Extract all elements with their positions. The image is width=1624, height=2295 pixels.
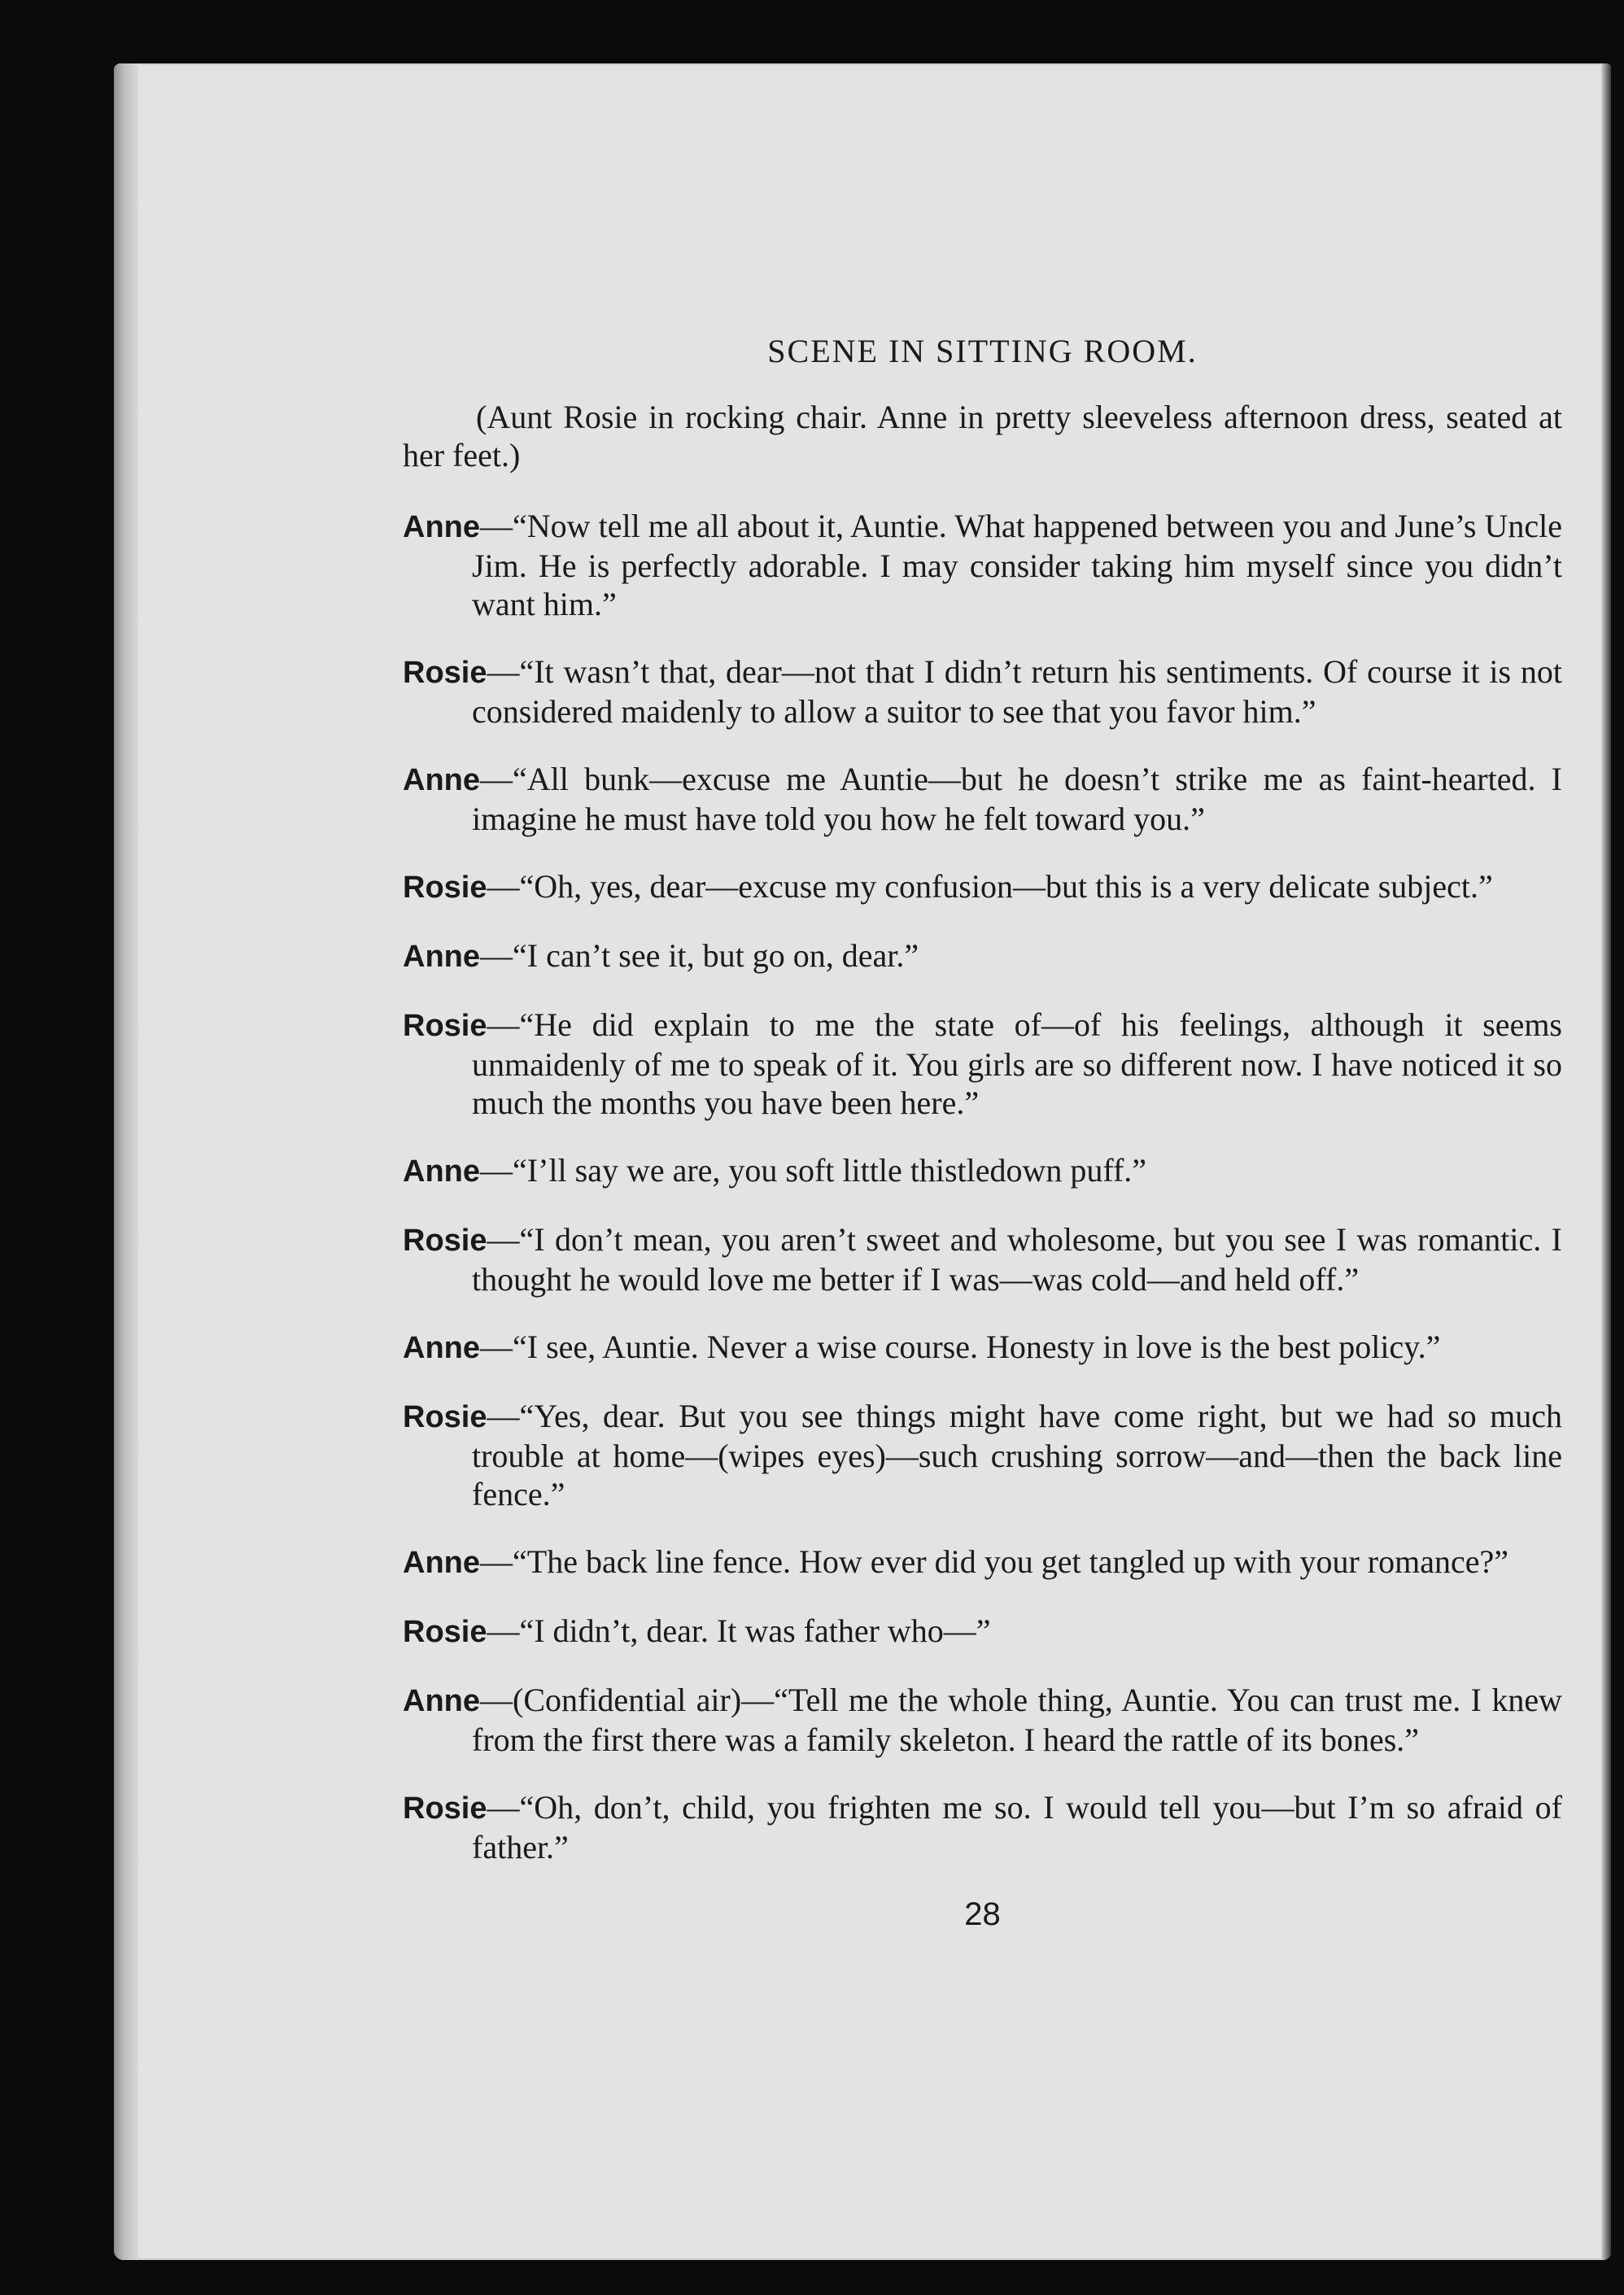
scene-title: SCENE IN SITTING ROOM. — [767, 333, 1198, 369]
page-content — [403, 267, 1562, 1934]
dialogue-text: —“The back line fence. How ever did you get tangled up with your romance?” — [480, 1543, 1508, 1580]
dialogue-line — [403, 507, 1562, 623]
dialogue-text: —“Oh, yes, dear—excuse my confusion—but this is a very delicate subject.” — [487, 868, 1493, 905]
dialogue-text: —“I don’t mean, you aren’t sweet and wholesome, but you see I was romantic. I thought he would love me better if I was—was cold—and held off.” — [472, 1221, 1562, 1298]
dialogue-text: —“I see, Auntie. Never a wise course. Honesty in love is the best policy.” — [480, 1329, 1441, 1365]
dialogue-line — [403, 1006, 1562, 1122]
speaker-name: Rosie — [403, 1615, 487, 1649]
dialogue-text: —“He did explain to me the state of—of his feelings, although it seems unmaidenly of me to speak of it. You girls are so different now. I have noticed it so much the months you have been here.” — [472, 1006, 1562, 1121]
dialogue-line — [403, 1220, 1562, 1298]
dialogue-line — [403, 867, 1562, 907]
speaker-name: Anne — [403, 1331, 480, 1365]
dialogue-text: —“I’ll say we are, you soft little thistledown puff.” — [480, 1152, 1147, 1189]
dialogue-text: —“Yes, dear. But you see things might have come right, but we had so much trouble at home—(wipes eyes)—such crushing sorrow—and—then the back line fence.” — [472, 1398, 1562, 1512]
page-edge — [1601, 63, 1611, 2260]
speaker-name: Anne — [403, 1546, 480, 1580]
dialogue-line — [403, 1151, 1562, 1191]
book-page — [114, 63, 1611, 2260]
speaker-name: Anne — [403, 1154, 480, 1189]
dialogue-line — [403, 1328, 1562, 1368]
speaker-name: Anne — [403, 510, 480, 544]
dialogue-line — [403, 1542, 1562, 1582]
dialogue-text: —“I can’t see it, but go on, dear.” — [480, 937, 919, 974]
speaker-name: Rosie — [403, 1224, 487, 1258]
dialogue-line — [403, 936, 1562, 976]
dialogue-line — [403, 1681, 1562, 1759]
speaker-name: Anne — [403, 1684, 480, 1718]
dialogue-text: —“It wasn’t that, dear—not that I didn’t return his sentiments. Of course it is not considered maidenly to allow a suitor to see that you favor him.” — [472, 653, 1562, 730]
dialogue-line — [403, 760, 1562, 838]
page-number: 28 — [964, 1896, 1001, 1932]
dialogue-text: —“Now tell me all about it, Auntie. What happened between you and June’s Uncle Jim. He is perfectly adorable. I may consider taking him myself since you didn’t want him.” — [472, 508, 1562, 622]
dialogue-text: —“Oh, don’t, child, you frighten me so. I would tell you—but I’m so afraid of father.” — [472, 1789, 1562, 1865]
dialogue-text: —“I didn’t, dear. It was father who—” — [487, 1612, 991, 1649]
speaker-name: Anne — [403, 940, 480, 974]
book-spine — [114, 63, 138, 2260]
speaker-name: Rosie — [403, 1791, 487, 1826]
dialogue-line — [403, 1397, 1562, 1513]
dialogue-line — [403, 652, 1562, 731]
stage-direction: (Aunt Rosie in rocking chair. Anne in pretty sleeveless afternoon dress, seated at her feet.) — [403, 399, 1562, 473]
dialogue-text: —(Confidential air)—“Tell me the whole thing, Auntie. You can trust me. I knew from the first there was a family skeleton. I heard the rattle of its bones.” — [472, 1682, 1562, 1758]
dialogue-text: —“All bunk—excuse me Auntie—but he doesn’t strike me as faint-hearted. I imagine he must have told you how he felt toward you.” — [472, 761, 1562, 837]
speaker-name: Rosie — [403, 870, 487, 905]
speaker-name: Anne — [403, 763, 480, 797]
speaker-name: Rosie — [403, 1009, 487, 1043]
speaker-name: Rosie — [403, 1400, 487, 1434]
speaker-name: Rosie — [403, 656, 487, 690]
dialogue-line — [403, 1788, 1562, 1866]
dialogue-line — [403, 1612, 1562, 1651]
